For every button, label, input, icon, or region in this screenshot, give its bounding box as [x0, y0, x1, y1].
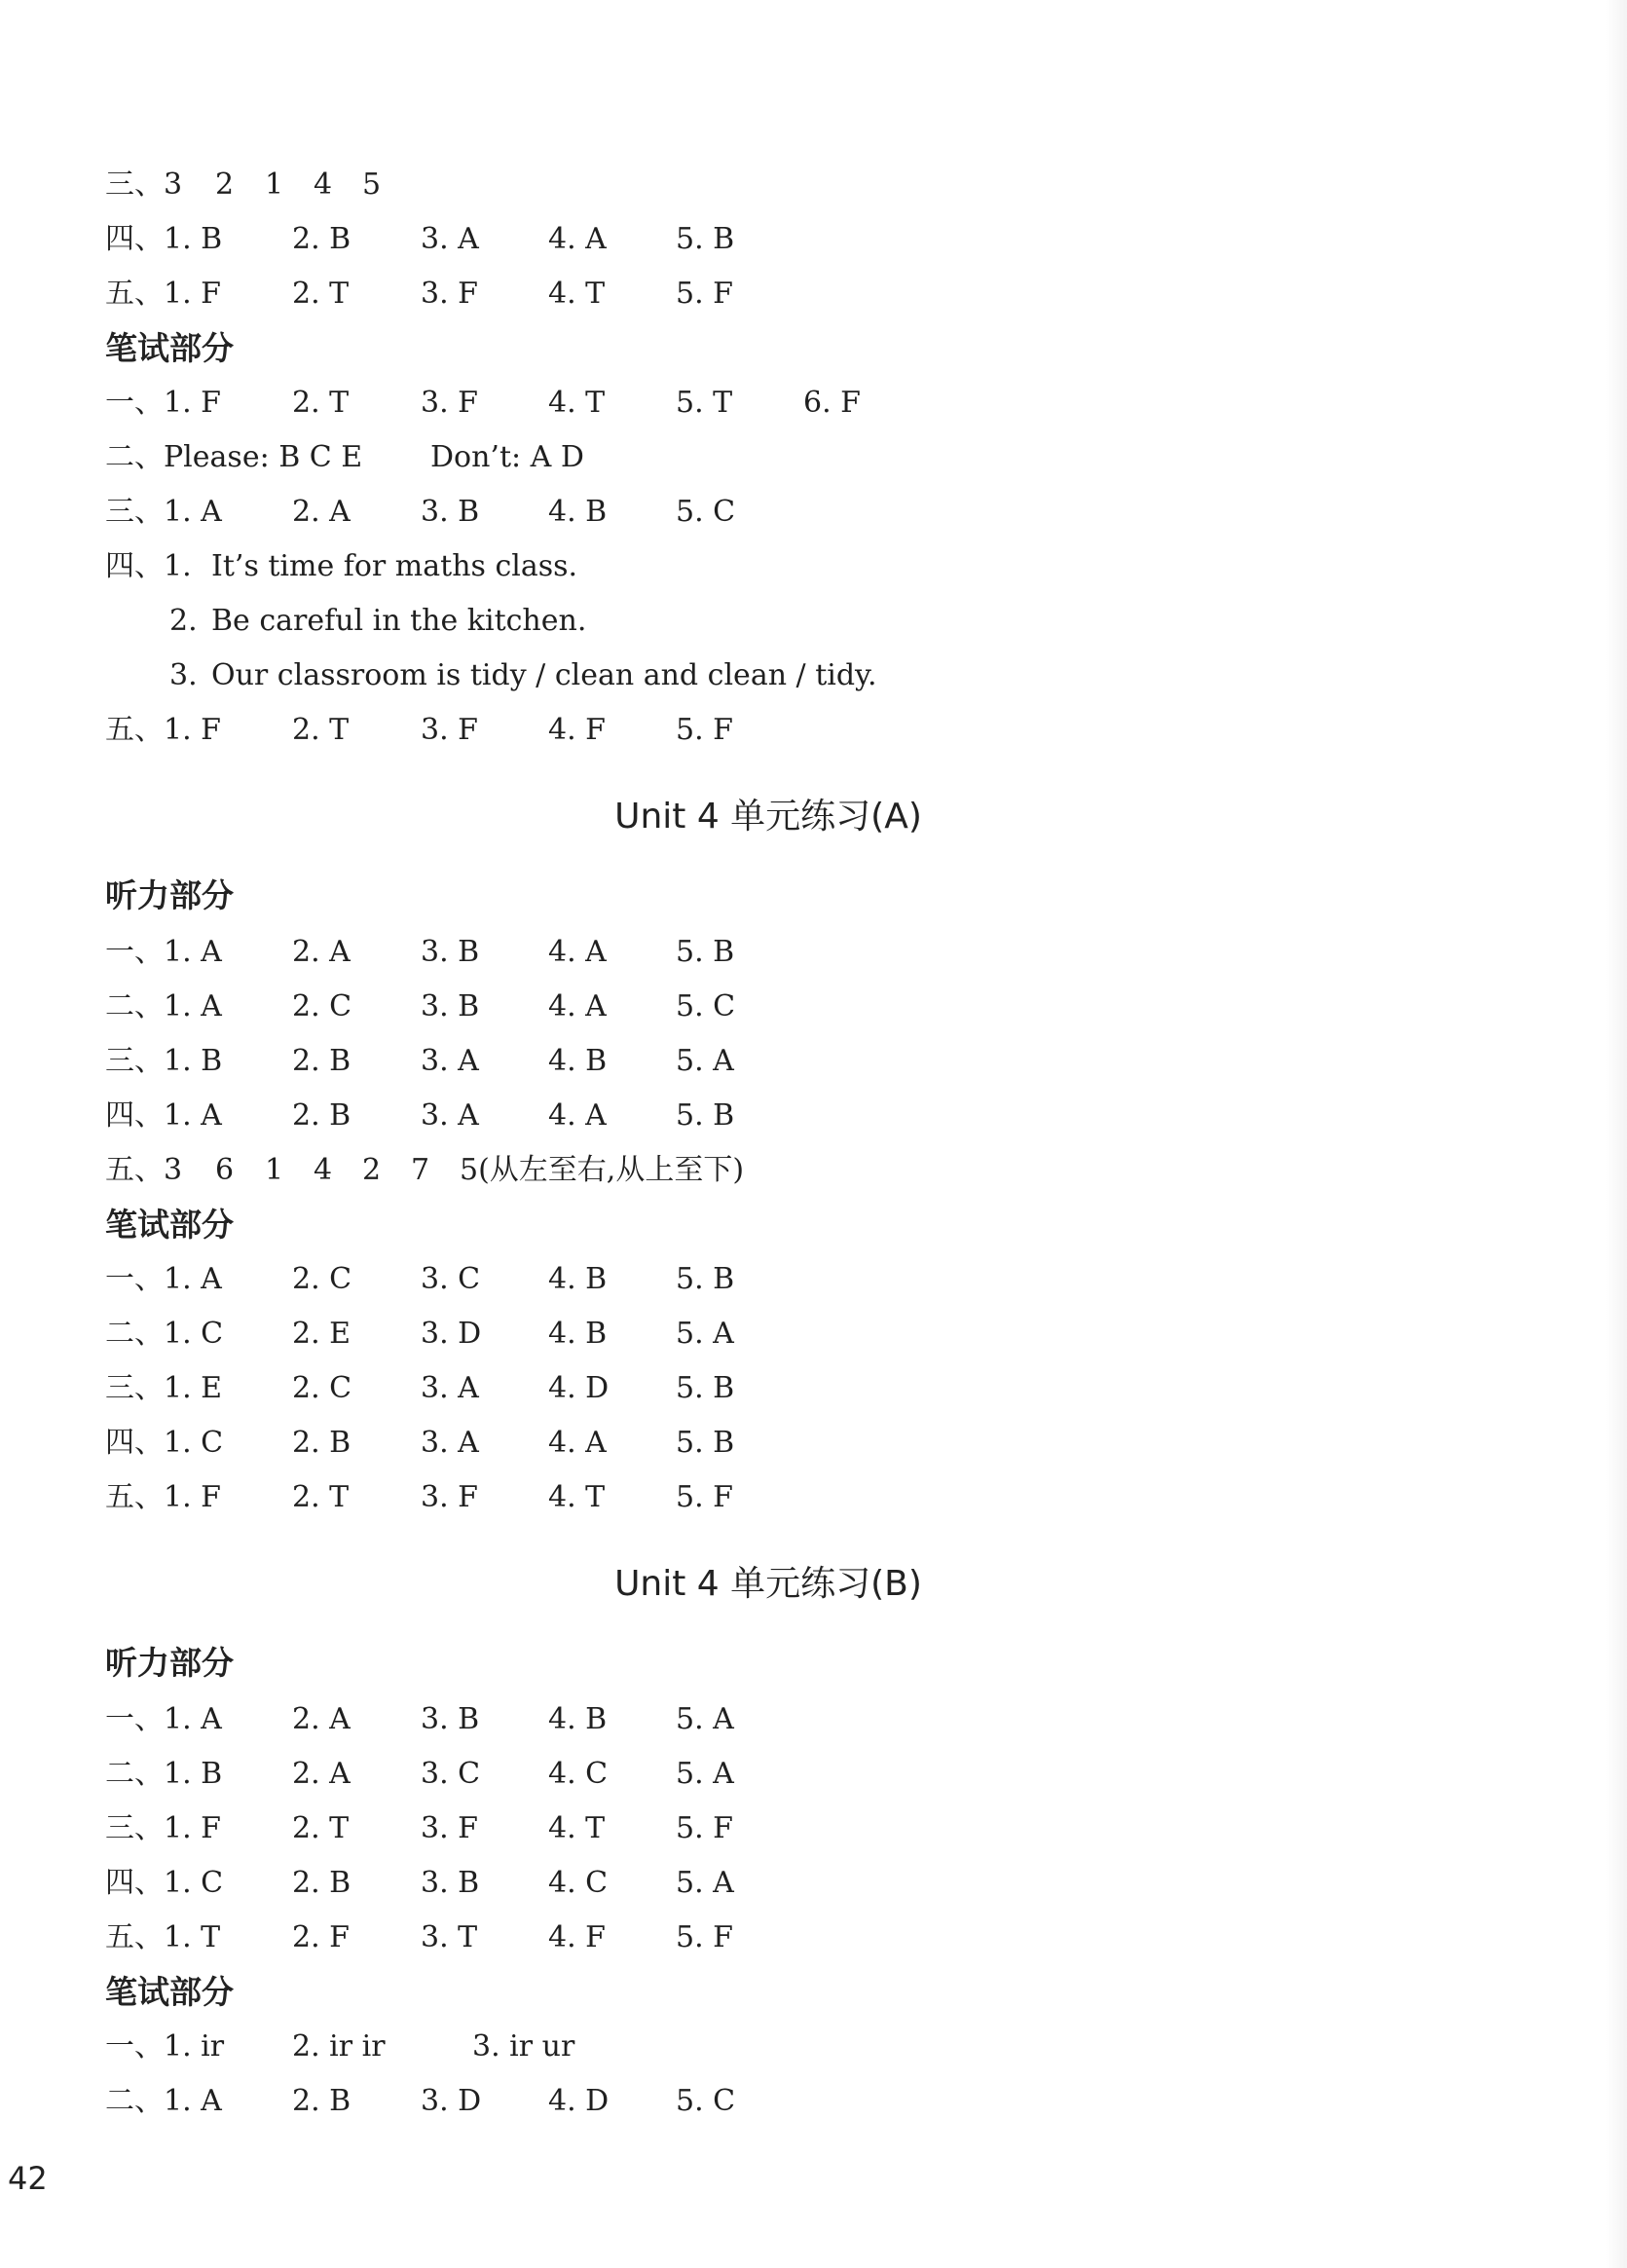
answer-item: 3. [169, 658, 198, 692]
answer-item: 2 [362, 1153, 382, 1187]
answer-item: 3. A [421, 1044, 479, 1078]
answer-item: 3. ir ur [472, 2029, 575, 2064]
answer-item: 5. C [676, 495, 736, 529]
page-number: 42 [8, 2160, 48, 2197]
answer-item: 二、1. B [105, 1757, 223, 1791]
answer-item: 2. A [292, 935, 351, 969]
answer-item: Be careful in the kitchen. [211, 604, 587, 638]
answer-item: 1 [265, 1153, 284, 1187]
answer-item: 4. A [548, 1426, 607, 1460]
answer-item: Our classroom is tidy / clean and clean / tidy. [211, 658, 877, 692]
section-heading: 听力部分 [105, 876, 234, 914]
answer-item: 5. A [676, 1317, 734, 1351]
answer-item: 二、1. C [105, 1317, 224, 1351]
answer-item: 4 [314, 167, 333, 202]
answer-item: 2. C [292, 989, 352, 1023]
answer-item: 5. B [676, 1098, 735, 1133]
answer-item: 四、1. C [105, 1866, 224, 1900]
answer-item: 2. B [292, 1044, 351, 1078]
answer-item: 四、1. [105, 549, 192, 583]
answer-item: 2. T [292, 713, 350, 747]
answer-item: 4. F [548, 713, 606, 747]
answer-item: 3. F [421, 1480, 478, 1514]
answer-item: 5. B [676, 935, 735, 969]
answer-item: 四、1. A [105, 1098, 222, 1133]
answer-item: 四、1. B [105, 222, 223, 256]
answer-item: 4. D [548, 2084, 610, 2118]
answer-item: 4. B [548, 1262, 608, 1296]
answer-item: 3. B [421, 989, 480, 1023]
answer-item: 二、Please: B C E [105, 440, 363, 474]
answer-item: 五、1. F [105, 713, 221, 747]
answer-item: 4. D [548, 1371, 610, 1405]
answer-item: 2. B [292, 1098, 351, 1133]
answer-item: 3. A [421, 1371, 479, 1405]
answer-item: 2. ir ir [292, 2029, 386, 2064]
answer-item: 5. F [676, 277, 733, 311]
answer-item: 3. D [421, 2084, 482, 2118]
answer-item: 4. A [548, 935, 607, 969]
answer-item: 2 [215, 167, 235, 202]
answer-item: 3. A [421, 222, 479, 256]
answer-item: 4. B [548, 495, 608, 529]
answer-item: 5. B [676, 222, 735, 256]
answer-item: 三、1. B [105, 1044, 223, 1078]
answer-item: 五、1. F [105, 277, 221, 311]
answer-item: 3. D [421, 1317, 482, 1351]
answer-item: 二、1. A [105, 2084, 222, 2118]
answer-item: 2. E [292, 1317, 351, 1351]
answer-item: 2. T [292, 1811, 350, 1845]
answer-item: 3. C [421, 1757, 481, 1791]
answer-item: 3. F [421, 277, 478, 311]
answer-item: 3. B [421, 495, 480, 529]
answer-item: 2. C [292, 1371, 352, 1405]
answer-item: 1 [265, 167, 284, 202]
answer-item: 三、1. A [105, 495, 222, 529]
answer-item: 2. F [292, 1920, 350, 1954]
unit-title: Unit 4 单元练习(A) [614, 797, 922, 837]
answer-item: 5. C [676, 989, 736, 1023]
answer-item: Don’t: A D [430, 440, 584, 474]
answer-item: 7 [411, 1153, 430, 1187]
answer-item: 2. B [292, 222, 351, 256]
unit-title: Unit 4 单元练习(B) [614, 1564, 922, 1604]
answer-item: 4. A [548, 1098, 607, 1133]
answer-item: 5. B [676, 1262, 735, 1296]
answer-item: 6 [215, 1153, 235, 1187]
section-heading: 笔试部分 [105, 1973, 234, 2011]
answer-item: 3. A [421, 1426, 479, 1460]
answer-item: 4. B [548, 1044, 608, 1078]
answer-item: 二、1. A [105, 989, 222, 1023]
answer-item: 3. F [421, 713, 478, 747]
section-heading: 笔试部分 [105, 1206, 234, 1244]
answer-item: 5. T [676, 386, 733, 420]
answer-item: 2. T [292, 1480, 350, 1514]
answer-item: 五、1. F [105, 1480, 221, 1514]
answer-item: 五、3 [105, 1153, 183, 1187]
answer-item: 3. B [421, 935, 480, 969]
answer-item: 4. B [548, 1702, 608, 1736]
answer-item: 4. T [548, 386, 606, 420]
answer-item: 3. T [421, 1920, 478, 1954]
answer-item: 3. F [421, 386, 478, 420]
answer-item: 5. A [676, 1757, 734, 1791]
answer-item: 5. F [676, 1920, 733, 1954]
section-heading: 笔试部分 [105, 329, 234, 367]
answer-item: 2. [169, 604, 198, 638]
answer-item: 三、1. E [105, 1371, 223, 1405]
answer-item: 4. T [548, 1480, 606, 1514]
answer-item: 一、1. F [105, 386, 221, 420]
answer-item: 6. F [803, 386, 861, 420]
answer-item: 2. T [292, 386, 350, 420]
answer-item: 5. B [676, 1371, 735, 1405]
answer-item: 4. C [548, 1866, 609, 1900]
section-heading: 听力部分 [105, 1644, 234, 1682]
answer-item: 一、1. ir [105, 2029, 225, 2064]
answer-item: 4. T [548, 1811, 606, 1845]
answer-item: 3. B [421, 1866, 480, 1900]
answer-item: 5 [362, 167, 382, 202]
answer-item: 5(从左至右,从上至下) [460, 1153, 745, 1187]
answer-item: 一、1. A [105, 1262, 222, 1296]
answer-item: 2. A [292, 495, 351, 529]
answer-item: It’s time for maths class. [211, 549, 578, 583]
answer-item: 4. F [548, 1920, 606, 1954]
answer-item: 一、1. A [105, 935, 222, 969]
answer-item: 5. B [676, 1426, 735, 1460]
answer-item: 2. B [292, 1866, 351, 1900]
answer-item: 3. A [421, 1098, 479, 1133]
answer-item: 4. A [548, 222, 607, 256]
answer-item: 2. B [292, 2084, 351, 2118]
answer-item: 5. F [676, 1480, 733, 1514]
answer-item: 一、1. A [105, 1702, 222, 1736]
answer-item: 5. A [676, 1866, 734, 1900]
answer-item: 四、1. C [105, 1426, 224, 1460]
answer-item: 2. C [292, 1262, 352, 1296]
answer-item: 5. A [676, 1702, 734, 1736]
answer-item: 2. A [292, 1702, 351, 1736]
answer-item: 三、3 [105, 167, 183, 202]
answer-item: 五、1. T [105, 1920, 221, 1954]
answer-item: 4. T [548, 277, 606, 311]
answer-item: 5. F [676, 1811, 733, 1845]
answer-item: 5. F [676, 713, 733, 747]
answer-item: 4. B [548, 1317, 608, 1351]
answer-item: 2. A [292, 1757, 351, 1791]
page-edge [1606, 0, 1627, 2268]
answer-item: 5. C [676, 2084, 736, 2118]
answer-item: 三、1. F [105, 1811, 221, 1845]
answer-item: 4. C [548, 1757, 609, 1791]
answer-item: 2. T [292, 277, 350, 311]
answer-item: 3. B [421, 1702, 480, 1736]
answer-item: 4 [314, 1153, 333, 1187]
answer-item: 2. B [292, 1426, 351, 1460]
answer-item: 3. C [421, 1262, 481, 1296]
answer-item: 4. A [548, 989, 607, 1023]
answer-item: 3. F [421, 1811, 478, 1845]
answer-item: 5. A [676, 1044, 734, 1078]
